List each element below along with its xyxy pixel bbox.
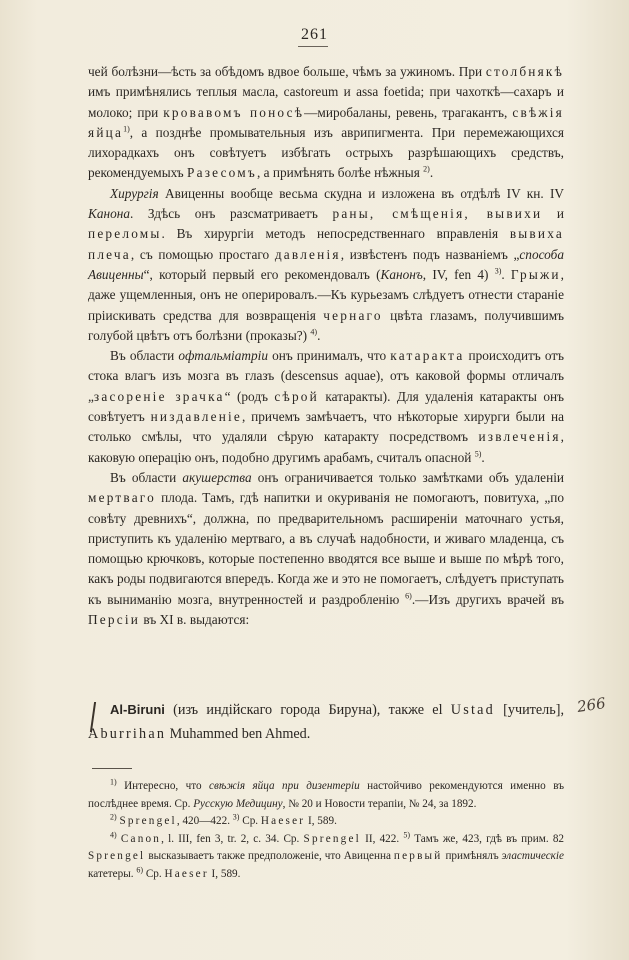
- spaced-emphasis: катаракта: [390, 348, 465, 364]
- paragraph: [88, 468, 564, 630]
- italic-term: свѣжія яйца при дизентеріи: [209, 780, 360, 792]
- footnote-ref: 4): [110, 830, 117, 840]
- spaced-emphasis: переломы: [88, 226, 162, 242]
- footnote: [88, 778, 564, 813]
- spaced-emphasis: Sprengel: [88, 850, 146, 863]
- text-run: —миробаланы, ревень, трагакантъ,: [304, 104, 513, 120]
- text-run: . Въ хирургіи методъ непосредственнаго вправленія: [161, 226, 510, 242]
- spaced-emphasis: вывиха плеча: [88, 226, 564, 262]
- footnote-ref: 4): [310, 327, 318, 337]
- italic-term: Канона: [88, 206, 130, 222]
- spaced-emphasis: Haeser: [260, 815, 306, 828]
- text-run: Ср.: [239, 815, 261, 828]
- footnotes: [88, 778, 564, 884]
- text-run: [учитель],: [494, 702, 564, 718]
- text-run: происходитъ отъ стока влагъ изъ мозга въ глазъ (descensus aquae), отъ каковой формы отличалъ „: [88, 348, 564, 404]
- text-run: цвѣта глазамъ, получившимъ голубой цвѣтъ отъ болѣзни (проказы?): [88, 307, 564, 343]
- footnote-ref: 1): [110, 777, 117, 787]
- text-run: , 420—422.: [176, 815, 233, 828]
- text-run: имъ примѣнялись теплыя масла, castoreum и assa foetida; при чахоткѣ—сахаръ и молоко; при: [88, 84, 564, 120]
- text-run: “, который первый его рекомендовалъ (: [143, 266, 381, 282]
- text-run: , l. III, fen 3, tr. 2, c. 34. Ср.: [161, 832, 304, 845]
- italic-term: офтальміатріи: [178, 348, 268, 364]
- text-run: .—Изъ другихъ врачей въ: [411, 591, 564, 607]
- footnote: [88, 813, 564, 831]
- italic-term: Русскую Медицину: [193, 797, 283, 810]
- text-run: настойчиво рекомендуются именно въ послѣднее время. Ср.: [88, 780, 564, 810]
- footnote-ref: 3): [494, 266, 502, 276]
- footnote-ref: 5): [403, 830, 411, 840]
- text-run: (изъ индійскаго города Бируна), также el: [164, 702, 451, 718]
- italic-term: Хирургія: [110, 185, 159, 201]
- text-run: “ (родъ: [224, 388, 275, 404]
- text-run: и: [542, 206, 564, 222]
- text-run: Въ области: [110, 469, 183, 485]
- spaced-emphasis: Aburrihan: [88, 726, 167, 742]
- text-run: Muhammed ben Ahmed.: [166, 726, 311, 742]
- text-run: высказываетъ также предположеніе, что Авиценна: [145, 850, 394, 863]
- text-run: , а позднѣе промывательныя изъ аврипигмента. При перемежающихся лихорадкахъ онъ совѣтуетъ избѣгать острыхъ разрѣшающихъ средствъ, рекомендуемыхъ: [88, 124, 564, 181]
- spaced-emphasis: Грыжи: [510, 266, 561, 282]
- footnote-rule: [92, 768, 132, 769]
- footnote: [88, 831, 564, 884]
- text-run: примѣнялъ: [442, 850, 502, 863]
- italic-term: акушерства: [182, 469, 252, 485]
- paragraph: [88, 346, 564, 468]
- spaced-emphasis: давленія: [274, 246, 341, 262]
- footnote-ref: 1): [123, 124, 130, 134]
- spaced-emphasis: Sprengel: [303, 832, 361, 845]
- text-run: , IV, fen 4): [422, 266, 495, 282]
- text-run: . Здѣсь онъ разсматриваетъ: [129, 206, 333, 222]
- text-run: .: [429, 165, 434, 181]
- text-run: Интересно, что: [116, 780, 210, 792]
- entry-name: Al-Biruni: [110, 702, 165, 717]
- text-run: , № 20 и Новости терапіи, № 24, за 1892.: [282, 797, 477, 810]
- spaced-emphasis: первый: [393, 850, 443, 863]
- spaced-emphasis: мертваго: [88, 490, 156, 506]
- italic-term: эластическіе: [501, 850, 564, 863]
- spaced-emphasis: свѣжія яйца: [88, 104, 564, 140]
- text-run: , съ помощью простаго: [130, 246, 275, 262]
- spaced-emphasis: Ustad: [450, 702, 495, 718]
- text-run: чей болѣзни—ѣсть за обѣдомъ вдвое больше, чѣмъ за ужиномъ. При: [88, 64, 486, 79]
- footnote-ref: 2): [423, 165, 430, 175]
- paragraph: [88, 62, 564, 184]
- spaced-emphasis: низдавленіе: [150, 409, 243, 425]
- text-run: .: [501, 266, 511, 282]
- text-run: , извѣстенъ подъ названіемъ „: [340, 246, 520, 262]
- spaced-emphasis: Haeser: [164, 867, 209, 880]
- text-run: катетеры.: [88, 867, 137, 880]
- spaced-emphasis: чернаго: [323, 307, 383, 323]
- biruni-entry: [88, 698, 564, 746]
- spaced-emphasis: кровавомъ поносѣ: [163, 104, 305, 120]
- spaced-emphasis: Разесомъ: [187, 165, 257, 181]
- text-run: I, 589.: [305, 815, 337, 828]
- text-run: Тамъ же, 423, гдѣ въ прим. 82: [410, 832, 565, 845]
- page-number-rule: [298, 46, 328, 47]
- text-run: Ср.: [143, 867, 165, 880]
- text-run: I, 589.: [208, 867, 241, 880]
- handwritten-margin-note: 266: [575, 694, 607, 716]
- paragraph: [88, 184, 564, 346]
- text-run: онъ ограничивается только замѣтками объ удаленіи: [251, 469, 565, 485]
- spaced-emphasis: Sprengel: [119, 815, 177, 828]
- entry-paragraph: [88, 698, 564, 746]
- text-run: .: [317, 327, 321, 343]
- text-run: Авиценны вообще весьма скудна и изложена въ отдѣлѣ IV кн. IV: [158, 185, 564, 201]
- italic-term: Канонъ: [380, 266, 423, 282]
- spaced-emphasis: засореніе зрачка: [93, 388, 225, 404]
- text-run: катаракты). Для удаленія катаракты онъ совѣтуетъ: [88, 388, 565, 425]
- text-run: плода. Тамъ, гдѣ напитки и окуриванія не помогаютъ, повитуха, „по совѣту древнихъ“, должна, по предварительномъ расширеніи маточнаго устья, приступить къ удаленію мертваго, а въ случаѣ надобности, и живаго младенца, съ помощью крючковъ, которые постепенно вводятся все выше и выше по мѣрѣ того, какъ роды подвигаются впередъ. Когда же и это не помогаетъ, слѣдуетъ приступать къ выниманію мозга, внутренностей и раздробленію: [88, 490, 564, 607]
- text-run: , причемъ замѣчаетъ, что нѣкоторые хирурги были на столько смѣлы, что удаляли сѣрую катаракту посредствомъ: [88, 409, 564, 445]
- footnote-ref: 5): [474, 449, 482, 459]
- text-run: II, 422.: [360, 832, 404, 845]
- text-run: , каковую операцію онъ, подобно другимъ арабамъ, считалъ опасной: [88, 429, 564, 465]
- footnote-ref: 3): [232, 812, 240, 822]
- footnote-ref: 6): [136, 865, 144, 875]
- italic-term: способа Авиценны: [88, 246, 564, 282]
- footnote-ref: 6): [405, 591, 412, 601]
- spaced-emphasis: раны, смѣщенія, вывихи: [332, 206, 543, 222]
- text-run: , даже ущемленныя, онъ не оперировалъ.—Къ курьезамъ слѣдуетъ отнести стараніе пріискивать средства для возвращенія: [88, 266, 564, 323]
- spaced-emphasis: столбнякѣ: [485, 64, 564, 79]
- page-number: 261: [301, 26, 328, 43]
- spaced-emphasis: сѣрой: [274, 388, 319, 404]
- text-run: Въ области: [110, 348, 179, 364]
- spaced-emphasis: Canon: [120, 832, 162, 845]
- spaced-emphasis: Персіи: [88, 612, 141, 628]
- text-run: онъ принималъ, что: [267, 348, 391, 364]
- spaced-emphasis: извлеченія: [478, 429, 561, 445]
- text-run: , а примѣнять болѣе нѣжныя: [256, 165, 424, 181]
- text-run: въ XI в. выдаются:: [140, 612, 250, 628]
- text-run: .: [481, 449, 485, 465]
- body-text: [88, 62, 564, 630]
- footnote-ref: 2): [110, 812, 117, 822]
